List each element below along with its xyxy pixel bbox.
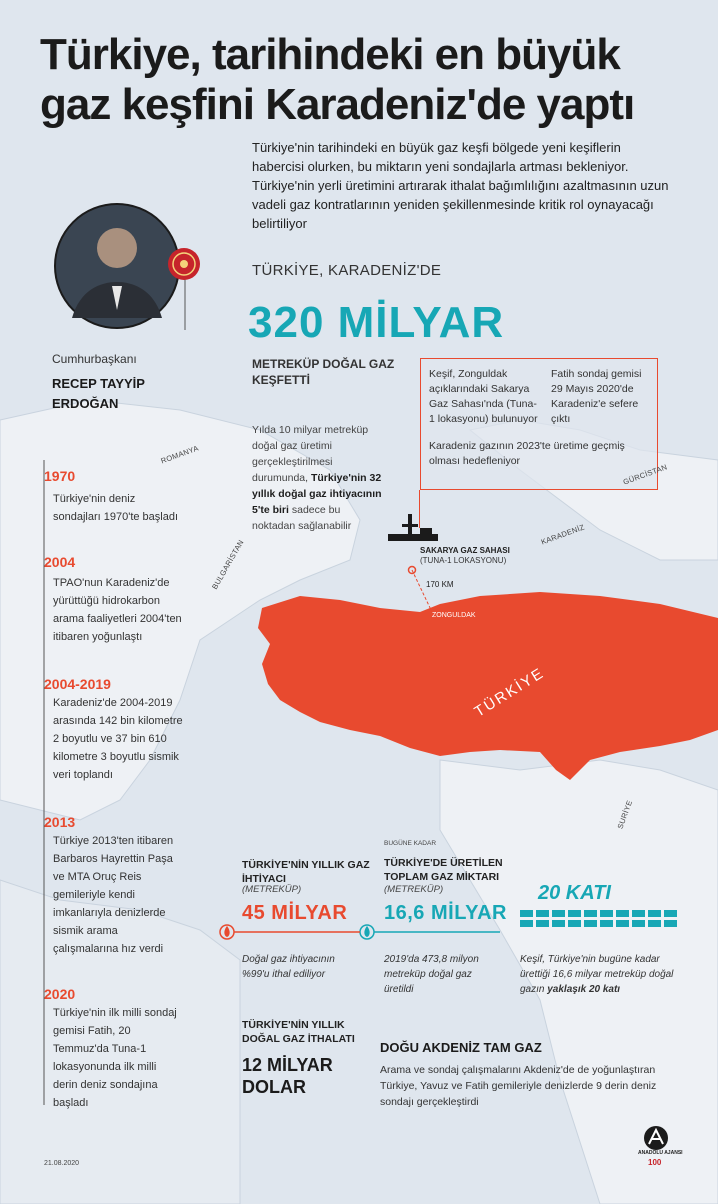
mediterranean-text: Arama ve sondaj çalışmalarını Akdeniz'de de yoğunlaştıran Türkiye, Yavuz ve Fatih gemileriyle denizlerde 9 derin deniz sondajı gerçekleştirdi [380, 1064, 657, 1108]
label-black-sea: KARADENİZ [539, 522, 586, 547]
label-syria: SURİYE [615, 798, 635, 831]
mediterranean-head: DOĞU AKDENİZ TAM GAZ [380, 1040, 542, 1055]
production-note-part2: sadece bu noktadan sağlanabilir [252, 504, 352, 532]
consumption-head: TÜRKİYE'NİN YILLIK GAZ İHTİYACI [242, 859, 370, 885]
distance-label: 170 KM [426, 580, 454, 589]
times-block [584, 920, 597, 927]
info-box-connector [419, 490, 420, 528]
turkiye-map-shape [258, 592, 718, 780]
times-block [520, 910, 533, 917]
twenty-times-blocks [520, 910, 690, 927]
imports-number: 12 MİLYAR DOLAR [242, 1055, 333, 1097]
production-label: BUGÜNE KADAR [384, 840, 437, 847]
flame-icon-red [220, 925, 234, 939]
times-block [536, 910, 549, 917]
president-title: Cumhurbaşkanı [52, 352, 137, 366]
timeline-year-1970: 1970 [44, 468, 76, 484]
times-block [664, 910, 677, 917]
times-number: 20 KATI [538, 882, 611, 904]
timeline-year-2004: 2004 [44, 554, 76, 570]
label-bulgaria: BULGARİSTAN [210, 538, 246, 591]
label-romania: ROMANYA [159, 443, 200, 466]
flame-icon-teal [360, 925, 374, 939]
times-block [600, 910, 613, 917]
times-note-bold: yaklaşık 20 katı [547, 984, 621, 995]
agency-badge: 100 [648, 1158, 662, 1167]
times-block [552, 920, 565, 927]
times-note [520, 952, 690, 997]
footer-date: 21.08.2020 [44, 1160, 80, 1167]
times-block [616, 910, 629, 917]
timeline-year-2013: 2013 [44, 814, 76, 830]
production-note-bold: Türkiye'nin 32 yıllık doğal gaz ihtiyacının 5'te biri [252, 472, 382, 516]
timeline-year-2004-2019: 2004-2019 [44, 676, 111, 692]
timeline-text-2013: Türkiye 2013'ten itibaren Barbaros Hayrettin Paşa ve MTA Oruç Reis gemileriyle kendi imkanlarıyla denizlerde sismik arama çalışmalarına hız verdi [53, 835, 174, 955]
main-stat-label: TÜRKİYE, KARADENİZ'DE [252, 262, 442, 279]
times-block [536, 920, 549, 927]
times-block [648, 920, 661, 927]
field-sub: (TUNA-1 LOKASYONU) [420, 556, 507, 565]
times-note-part1: Keşif, Türkiye'nin bugüne kadar ürettiği 16,6 milyar metreküp doğal gazın [520, 954, 674, 995]
agency-name: ANADOLU AJANSI [638, 1150, 683, 1156]
imports-head: TÜRKİYE'NİN YILLIK DOĞAL GAZ İTHALATI [242, 1019, 355, 1045]
production-number: 16,6 MİLYAR [384, 902, 507, 924]
intro-text: Türkiye'nin tarihindeki en büyük gaz keşfi bölgede yeni keşiflerin habercisi olurken, bu miktarın yeni sondajlarla artması bekleniyor. Türkiye'nin yerli üretimini artırarak ithalat bağımlılığını azaltmasının uzun vadeli gaz kontratlarının yeniden şekillenmesinde kritik rol oynayacağı belirtiliyor [252, 140, 669, 231]
times-block [600, 920, 613, 927]
info-discovery: Keşif, Zonguldak açıklarındaki Sakarya Gaz Sahası'nda (Tuna-1 lokasyonu) bulunuyor [429, 368, 538, 425]
main-stat-unit: METREKÜP DOĞAL GAZ KEŞFETTİ [252, 357, 395, 387]
production-head: TÜRKİYE'DE ÜRETİLEN TOPLAM GAZ MİKTARI [384, 857, 503, 883]
timeline-text-2020: Türkiye'nin ilk milli sondaj gemisi Fatih, 20 Temmuz'da Tuna-1 lokasyonunda ilk milli derin deniz sondajına başladı [53, 1007, 177, 1109]
label-georgia: GÜRCİSTAN [621, 462, 669, 487]
timeline-text-2004: TPAO'nun Karadeniz'de yürüttüğü hidrokarbon arama faaliyetleri 2004'ten itibaren yoğunlaştı [53, 577, 182, 643]
production-note-part1: Yılda 10 milyar metreküp doğal gaz üretimi gerçekleştirilmesi durumunda, [252, 424, 369, 484]
presidential-seal-icon [168, 248, 200, 280]
production-sub: (METREKÜP) [384, 884, 444, 895]
times-block [632, 920, 645, 927]
timeline-text-2004-2019: Karadeniz'de 2004-2019 arasında 142 bin kilometre 2 boyutlu ve 37 bin 610 kilometre 3 boyutlu sismik veri toplandı [53, 697, 183, 781]
label-turkiye: TÜRKİYE [471, 664, 548, 721]
zonguldak-label: ZONGULDAK [432, 612, 476, 619]
times-block [648, 910, 661, 917]
times-block [632, 910, 645, 917]
times-block [664, 920, 677, 927]
agency-logo-icon [644, 1126, 668, 1150]
timeline-text-1970: Türkiye'nin deniz sondajları 1970'te başladı [53, 493, 179, 523]
consumption-note: Doğal gaz ihtiyacının %99'u ithal ediliyor [242, 954, 335, 980]
consumption-sub: (METREKÜP) [242, 884, 302, 895]
info-fatih: Fatih sondaj gemisi 29 Mayıs 2020'de Karadeniz'e sefere çıktı [551, 368, 642, 425]
drill-ship-icon [388, 514, 438, 541]
main-stat-number: 320 MİLYAR [248, 298, 505, 347]
page-title: Türkiye, tarihindeki en büyük gaz keşfini Karadeniz'de yaptı [40, 30, 635, 129]
production-stat-note: 2019'da 473,8 milyon metreküp doğal gaz üretildi [384, 954, 479, 995]
info-box [420, 358, 658, 490]
times-block [568, 910, 581, 917]
consumption-number: 45 MİLYAR [242, 902, 348, 924]
times-block [568, 920, 581, 927]
info-target: Karadeniz gazının 2023'te üretime geçmiş olması hedefleniyor [429, 440, 625, 467]
times-block [616, 920, 629, 927]
times-block [584, 910, 597, 917]
president-name: RECEP TAYYİP ERDOĞAN [52, 376, 145, 411]
timeline-year-2020: 2020 [44, 986, 76, 1002]
route-line [412, 570, 432, 612]
times-block [520, 920, 533, 927]
field-name: SAKARYA GAZ SAHASI [420, 546, 510, 555]
times-block [552, 910, 565, 917]
production-note [252, 422, 382, 534]
